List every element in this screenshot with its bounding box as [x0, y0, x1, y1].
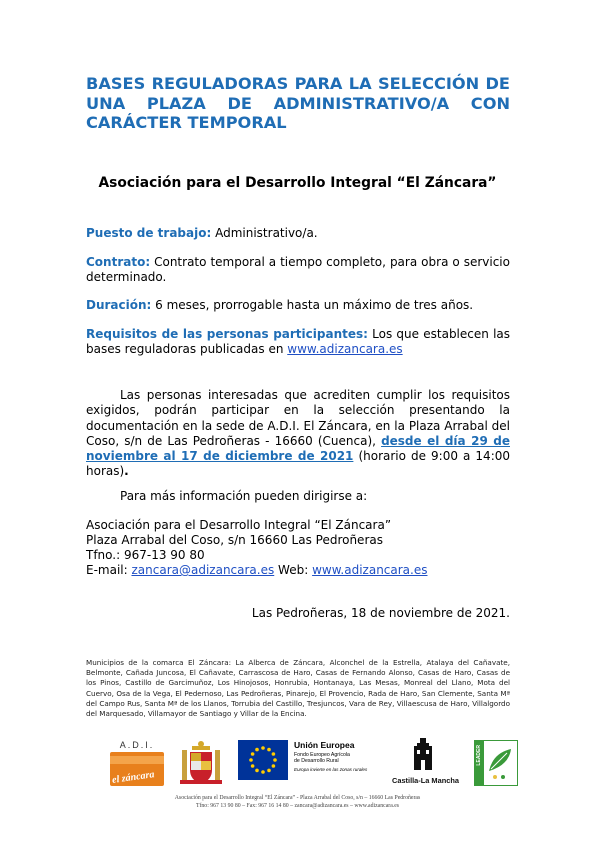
document-title: BASES REGULADORAS PARA LA SELECCIÓN DE UNA PLAZA DE ADMINISTRATIVO/A CON CARÁCTER TEMPORAL [86, 74, 510, 132]
period: . [124, 464, 129, 479]
field-label: Duración: [86, 298, 152, 312]
eu-flag-logo [238, 740, 288, 780]
field-label: Puesto de trabajo: [86, 226, 212, 240]
contact-online [86, 563, 510, 578]
castilla-la-mancha-logo [392, 736, 459, 792]
eu-stars-icon [238, 740, 288, 780]
field-value: Los que establecen las bases reguladoras publicadas en [86, 327, 511, 357]
eu-text-block [294, 740, 384, 772]
field-contrato [86, 255, 510, 286]
clm-label: Castilla-La Mancha [392, 776, 459, 785]
castle-icon [408, 736, 438, 772]
municipalities-list: Municipios de la comarca El Záncara: La Alberca de Záncara, Alconchel de la Estrella, Atalaya del Cañavate, Belmonte, Cañada Juncosa, El Cañavate, Carrascosa de Haro, Casas de Fernando Alonso, Casas de Haro, Casas de los Pinos, Castillo de Garcimuñoz, Los Hinojosos, Honrubia, Hontanaya, Las Mesas, Monreal del Llano, Mota del Cuervo, Osa de la Vega, El Pedernoso, Las Pedroñeras, Pinarejo, El Provencio, Rada de Haro, San Clemente, Santa Mª del Campo Rus, Santa Mª de los Llanos, Torrubia del Castillo, Tresjuncos, Vara de Rey, Villaescusa de Haro, Villalgordo del Marquesado, Villamayor de Santiago y Villar de la Encina. [86, 658, 510, 719]
field-duracion [86, 298, 510, 313]
body-text: Las personas interesadas que acrediten cumplir los requisitos exigidos, podrán participar en la selección presentando la documentación en la sede de A.D.I. El Záncara, en la Plaza Arrabal del Coso, s/n de Las Pedroñeras - 16660 (Cuenca), [86, 388, 510, 448]
web-label: Web: [274, 563, 313, 577]
eu-title: Unión Europea [294, 740, 355, 750]
field-requisitos [86, 327, 510, 358]
adi-logo-mark [110, 752, 164, 786]
field-label: Requisitos de las personas participantes: [86, 327, 368, 341]
adi-logo-subtext: el záncara [111, 769, 156, 786]
leader-logo [474, 740, 518, 786]
field-value: Contrato temporal a tiempo completo, para obra o servicio determinado. [86, 255, 510, 285]
body-paragraph-2: Para más información pueden dirigirse a: [120, 489, 368, 503]
email-label: E-mail: [86, 563, 132, 577]
field-value: 6 meses, prorrogable hasta un máximo de tres años. [151, 298, 474, 312]
date-range: desde el día 29 de noviembre al 17 de diciembre de 2021 [86, 433, 510, 464]
eu-fund-line2: de Desarrollo Rural [294, 758, 339, 764]
spain-coat-of-arms-logo [180, 740, 222, 790]
hours-text: (horario de 9:00 a 14:00 horas) [86, 449, 511, 479]
coat-of-arms-icon [180, 740, 222, 790]
eu-slogan: Europa invierte en las zonas rurales [294, 767, 368, 772]
website-link[interactable]: www.adizancara.es [287, 342, 403, 357]
logos-row [110, 736, 530, 794]
footer-contact: Tfno: 967 13 90 80 – Fax: 967 16 14 80 – zancara@adizancara.es – www.adizancara.es [195, 803, 400, 809]
contact-address: Plaza Arrabal del Coso, s/n 16660 Las Pedroñeras [86, 533, 383, 547]
web-link[interactable]: www.adizancara.es [312, 563, 428, 577]
adi-logo [110, 740, 164, 792]
field-label: Contrato: [86, 255, 151, 269]
leader-label: LEADER [476, 745, 482, 766]
place-date: Las Pedroñeras, 18 de noviembre de 2021. [251, 606, 510, 620]
body-paragraph-1 [86, 388, 510, 480]
field-value: Administrativo/a. [211, 226, 318, 240]
adi-logo-text: A.D.I. [119, 740, 155, 750]
contact-block [86, 518, 510, 578]
contact-org: Asociación para el Desarrollo Integral “El Záncara” [86, 518, 392, 532]
eu-fund-line1: Fondo Europeo Agrícola [294, 752, 350, 758]
organization-subtitle: Asociación para el Desarrollo Integral “El Záncara” [98, 175, 497, 191]
contact-phone: Tfno.: 967-13 90 80 [86, 548, 205, 562]
footer-address: Asociación para el Desarrollo Integral “El Záncara” - Plaza Arrabal del Coso, s/n – 16660 Las Pedroñeras [174, 795, 421, 801]
field-puesto [86, 226, 510, 241]
email-link[interactable]: zancara@adizancara.es [131, 563, 275, 577]
